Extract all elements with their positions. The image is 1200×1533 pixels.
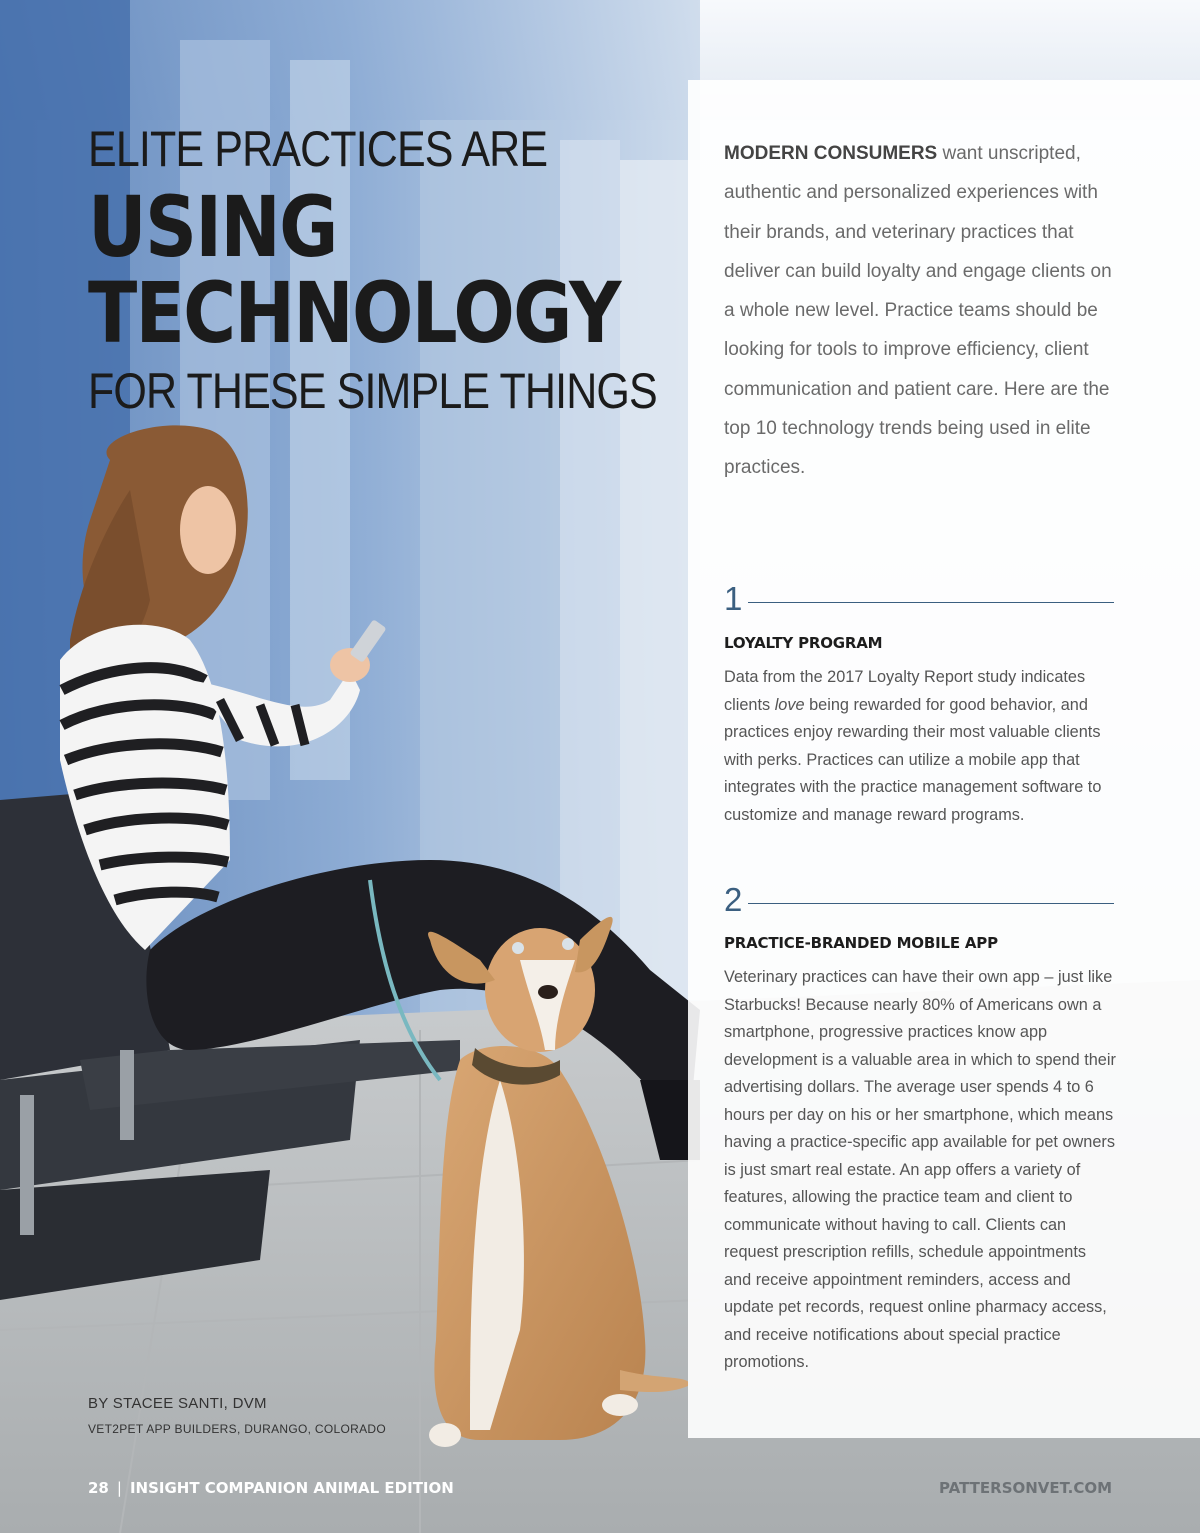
page-number: 28 xyxy=(88,1479,109,1497)
title-line-1: ELITE PRACTICES ARE xyxy=(88,121,548,177)
footer-left xyxy=(88,1479,454,1497)
item-1-number: 1 xyxy=(724,580,743,617)
footer-separator: | xyxy=(116,1479,122,1497)
item-1-text-emphasis: love xyxy=(774,695,805,714)
item-2-number-row xyxy=(724,883,1114,917)
item-2-text: Veterinary practices can have their own app – just like Starbucks! Because nearly 80% of Americans own a smartphone, progressive practices know app development is a valuable area in which to spend their advertising dollars. The average user spends 4 to 6 hours per day on his or her smartphone, which means having a practice-specific app available for pet owners is just smart real estate. An app offers a variety of features, allowing the practice team and client to communicate without having to call. Clients can request prescription refills, schedule appointments and receive appointment reminders, access and update pet records, request online pharmacy access, and receive notifications about special practice promotions. xyxy=(724,968,1116,1371)
website-link[interactable]: PATTERSONVET.COM xyxy=(939,1479,1112,1497)
item-1-text xyxy=(724,664,1116,829)
item-1-rule xyxy=(748,602,1114,603)
intro-body: want unscripted, authentic and personalized experiences with their brands, and veterinary practices that deliver can build loyalty and engage clients on a whole new level. Practice teams should be looking for tools to improve efficiency, client communication and patient care. Here are the top 10 technology trends being used in elite practices. xyxy=(724,143,1112,479)
title-line-3: TECHNOLOGY xyxy=(88,264,620,362)
item-2-heading: PRACTICE-BRANDED MOBILE APP xyxy=(724,934,998,952)
intro-paragraph xyxy=(724,134,1124,488)
item-1-heading: LOYALTY PROGRAM xyxy=(724,634,883,652)
item-1-number-row xyxy=(724,582,1114,616)
item-2-number: 2 xyxy=(724,881,743,918)
publication-name: INSIGHT COMPANION ANIMAL EDITION xyxy=(129,1479,454,1497)
author-affiliation: VET2PET APP BUILDERS, DURANGO, COLORADO xyxy=(88,1422,387,1436)
item-1-text-after: being rewarded for good behavior, and practices enjoy rewarding their most valuable clients with perks. Practices can utilize a mobile app that integrates with the practice management software to customize and manage reward programs. xyxy=(724,695,1102,824)
author-byline: BY STACEE SANTI, DVM xyxy=(88,1395,267,1412)
intro-lead: MODERN CONSUMERS xyxy=(724,143,938,164)
item-1-text-before: Data from the 2017 Loyalty Report study indicates clients xyxy=(724,668,1086,714)
article-title xyxy=(88,120,688,420)
title-line-4: FOR THESE SIMPLE THINGS xyxy=(88,363,657,419)
title-line-2: USING xyxy=(88,178,337,276)
item-2-rule xyxy=(748,903,1114,904)
